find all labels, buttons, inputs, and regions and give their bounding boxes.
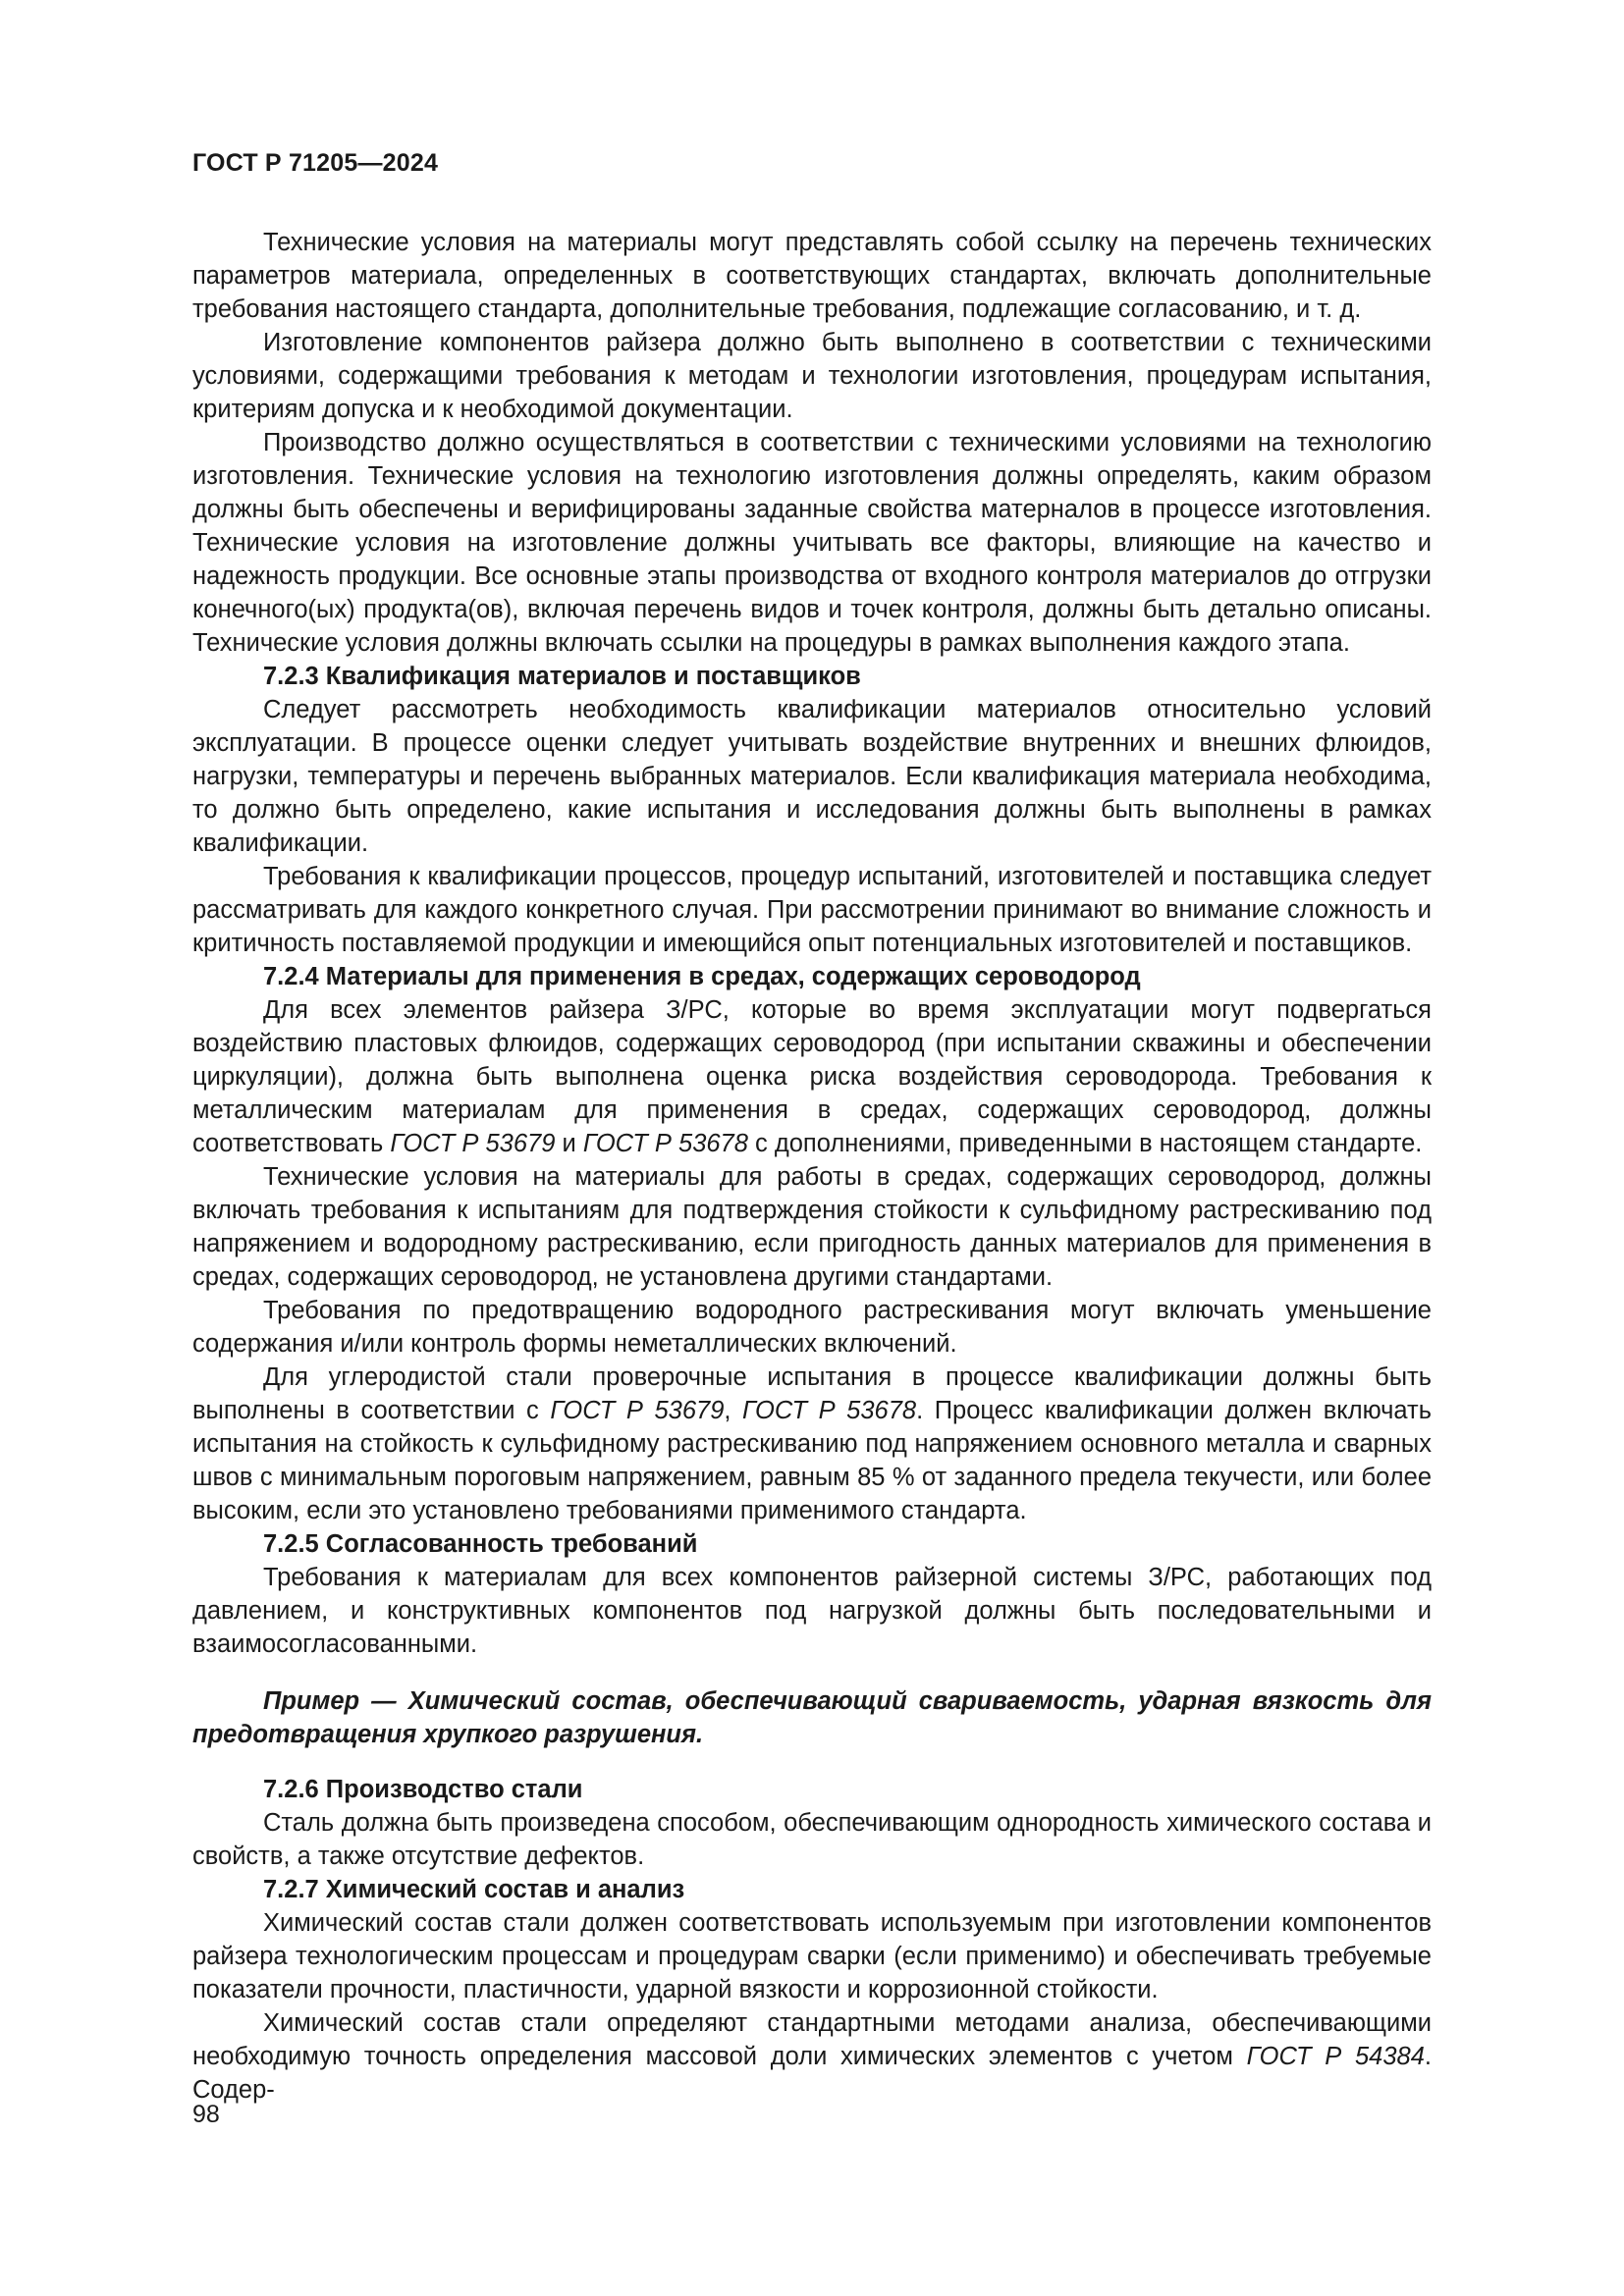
paragraph: Технические условия на материалы могут представлять собой ссылку на перечень технических параметров материала, определенных в соответствующих стандартах, включать дополнительные требования настоящего стандарта, дополнительные требования, подлежащие согласованию, и т. д. <box>192 229 1432 323</box>
section-heading: 7.2.4 Материалы для применения в средах, содержащих сероводород <box>263 963 1141 990</box>
document-body <box>192 226 1432 2107</box>
paragraph: Для углеродистой стали проверочные испытания в процессе квалификации должны быть выполнены в соответствии с ГОСТ Р 53679, ГОСТ Р 53678. Процесс квалификации должен включать испытания на стойкость к сульфидному растрескиванию под напряжением основного металла и сварных швов с минимальным пороговым напряжением, равным 85 % от заданного предела текучести, или более высоким, если это установлено требованиями применимого стандарта. <box>192 1363 1433 1524</box>
section-heading: 7.2.5 Согласованность требований <box>263 1530 698 1558</box>
paragraph: Требования к квалификации процессов, процедур испытаний, изготовителей и поставщика следует рассматривать для каждого конкретного случая. При рассмотрении принимают во внимание сложность и критичность поставляемой продукции и имеющийся опыт потенциальных изготовителей и поставщиков. <box>192 863 1432 957</box>
paragraph: Требования по предотвращению водородного растрескивания могут включать уменьшение содержания и/или контроль формы неметаллических включений. <box>192 1297 1432 1358</box>
paragraph: Сталь должна быть произведена способом, обеспечивающим однородность химического состава и свойств, а также отсутствие дефектов. <box>192 1809 1432 1870</box>
paragraph: Технические условия на материалы для работы в средах, содержащих сероводород, должны включать требования к испытаниям для подтверждения стойкости к сульфидному растрескиванию под напряжением и водородному растрескиванию, если пригодность данных материалов для применения в средах, содержащих сероводород, не установлена другими стандартами. <box>192 1163 1432 1291</box>
section-heading: 7.2.3 Квалификация материалов и поставщиков <box>263 663 861 690</box>
paragraph: Производство должно осуществляться в соответствии с техническими условиями на технологию изготовления. Технические условия на технологию изготовления должны определять, каким образом должны быть обеспечены и верифицированы заданные свойства матерналов в процессе изготовления. Технические условия на изготовление должны учитывать все факторы, влияющие на качество и надежность продукции. Все основные этапы производства от входного контроля материалов до отгрузки конечного(ых) продукта(ов), включая перечень видов и точек контроля, должны быть детально описаны. Технические условия должны включать ссылки на процедуры в рамках выполнения каждого этапа. <box>192 429 1432 657</box>
paragraph: Требования к материалам для всех компонентов райзерной системы З/РС, работающих под давлением, и конструктивных компонентов под нагрузкой должны быть последовательными и взаимосогласованными. <box>192 1564 1432 1658</box>
paragraph: Следует рассмотреть необходимость квалификации материалов относительно условий эксплуатации. В процессе оценки следует учитывать воздействие внутренних и внешних флюидов, нагрузки, температуры и перечень выбранных материалов. Если квалификация материала необходима, то должно быть определено, какие испытания и исследования должны быть выполнены в рамках квалификации. <box>192 696 1432 857</box>
example-note: Пример — Химический состав, обеспечивающий свариваемость, ударная вязкость для предотвращения хрупкого разрушения. <box>192 1687 1432 1748</box>
paragraph: Изготовление компонентов райзера должно быть выполнено в соответствии с техническими условиями, содержащими требования к методам и технологии изготовления, процедурам испытания, критериям допуска и к необходимой документации. <box>192 329 1432 423</box>
paragraph: Для всех элементов райзера З/РС, которые во время эксплуатации могут подвергаться воздействию пластовых флюидов, содержащих сероводород (при испытании скважины и обеспечении циркуляции), должна быть выполнена оценка риска воздействия сероводорода. Требования к металлическим материалам для применения в средах, содержащих сероводород, должны соответствовать ГОСТ Р 53679 и ГОСТ Р 53678 с дополнениями, приведенными в настоящем стандарте. <box>192 996 1432 1157</box>
paragraph: Химический состав стали должен соответствовать используемым при изготовлении компонентов райзера технологическим процессам и процедурам сварки (если применимо) и обеспечивать требуемые показатели прочности, пластичности, ударной вязкости и коррозионной стойкости. <box>192 1909 1432 2003</box>
page-number: 98 <box>192 2101 220 2128</box>
document-header: ГОСТ Р 71205—2024 <box>192 149 439 177</box>
section-heading: 7.2.6 Производство стали <box>263 1776 583 1803</box>
section-heading: 7.2.7 Химический состав и анализ <box>263 1876 685 1903</box>
paragraph: Химический состав стали определяют стандартными методами анализа, обеспечивающими необходимую точность определения массовой доли химических элементов с учетом ГОСТ Р 54384. Содер- <box>192 2009 1433 2104</box>
